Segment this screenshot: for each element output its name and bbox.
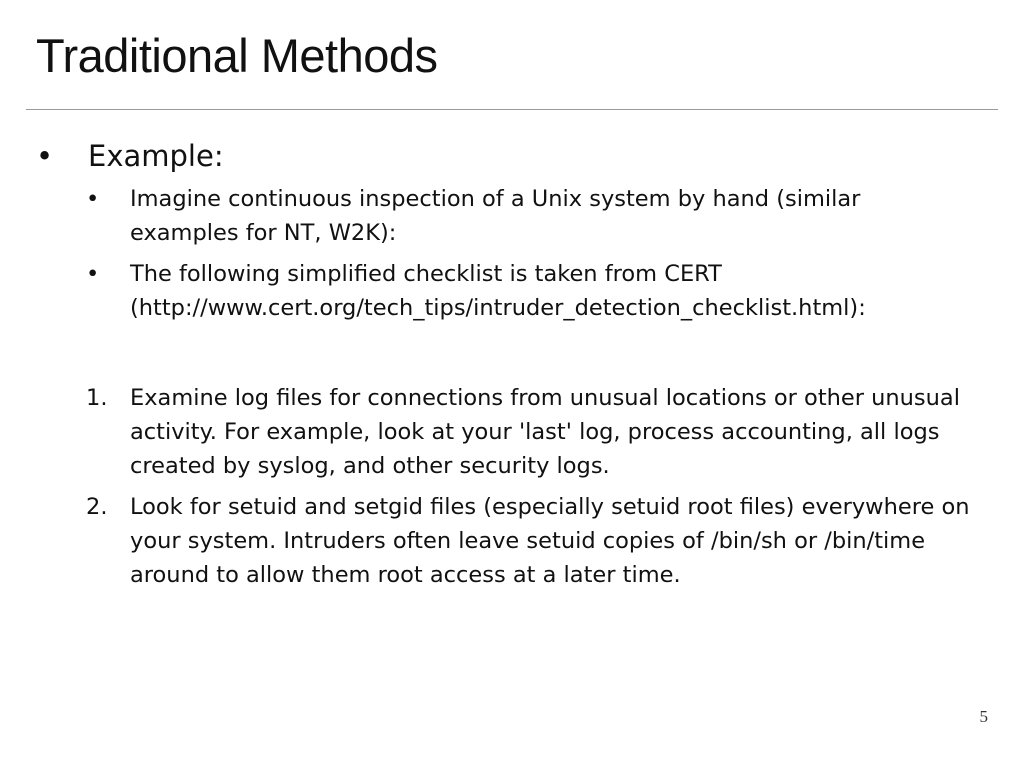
slide-title: Traditional Methods: [36, 29, 438, 82]
checklist-item-2: [86, 490, 970, 592]
sub-bullet-text: Imagine continuous inspection of a Unix system by hand (similar examples for NT, W2K):: [130, 186, 861, 246]
checklist-item-1: [86, 381, 966, 483]
sub-bullet-cert-source: [86, 257, 966, 325]
checklist-text: Examine log files for connections from unusual locations or other unusual activity. For example, look at your 'last' log, process accounting, all logs created by syslog, and other security logs.: [130, 385, 960, 479]
checklist-number: 2.: [86, 494, 108, 520]
bullet-text: Example:: [88, 139, 224, 173]
page-number: 5: [979, 707, 988, 726]
sub-bullet-inspection: [86, 182, 966, 250]
checklist-number: 1.: [86, 385, 108, 411]
sub-bullet-marker: •: [86, 186, 100, 212]
sub-bullet-text: The following simplified checklist is taken from CERT (http://www.cert.org/tech_tips/intruder_detection_checklist.html):: [130, 261, 866, 321]
checklist-text: Look for setuid and setgid files (especially setuid root files) everywhere on your system. Intruders often leave setuid copies of /bin/sh or /bin/time around to allow them root access at a later time.: [130, 494, 970, 588]
sub-bullet-marker: •: [86, 261, 100, 287]
title-divider: [26, 109, 998, 110]
bullet-marker: •: [36, 139, 54, 173]
